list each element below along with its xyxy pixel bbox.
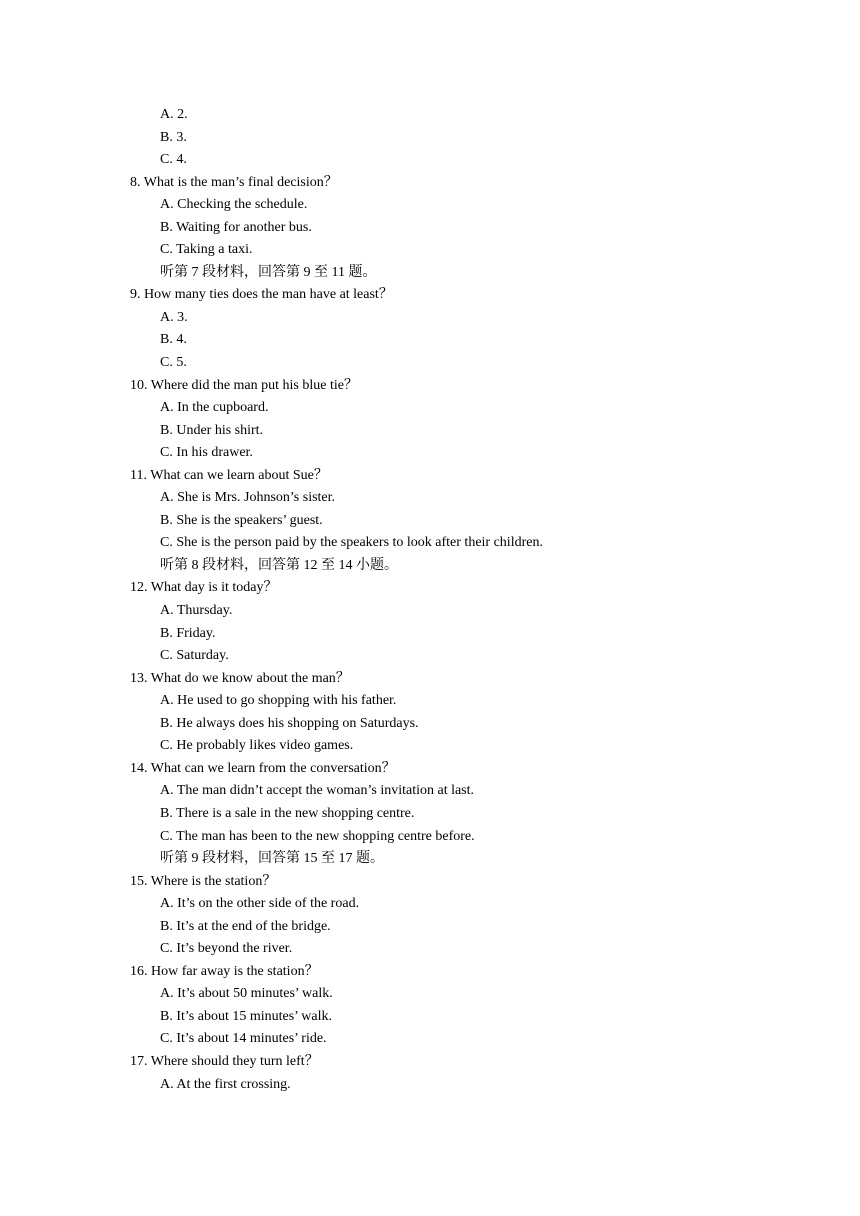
answer-option: A. 2. — [160, 107, 188, 122]
question-stem: 15. Where is the station？ — [130, 873, 277, 889]
answer-option: B. He always does his shopping on Saturdays. — [160, 715, 419, 731]
answer-option: C. She is the person paid by the speakers to look after their children. — [160, 535, 543, 551]
answer-option: A. It’s on the other side of the road. — [160, 896, 360, 912]
answer-option: B. She is the speakers’ guest. — [160, 512, 323, 528]
answer-option: B. It’s about 15 minutes’ walk. — [160, 1008, 332, 1024]
answer-option: B. Friday. — [160, 625, 216, 641]
answer-option: C. 4. — [160, 152, 187, 168]
answer-option: B. 3. — [160, 129, 187, 145]
answer-option: A. 3. — [160, 309, 188, 325]
answer-option: A. She is Mrs. Johnson’s sister. — [160, 490, 336, 506]
answer-option: C. Taking a taxi. — [160, 242, 253, 258]
question-stem: 13. What do we know about the man？ — [130, 670, 350, 686]
answer-option: A. He used to go shopping with his father. — [160, 693, 397, 709]
answer-option: C. The man has been to the new shopping centre before. — [160, 828, 475, 844]
section-instruction: 听第 7 段材料，回答第 9 至 11 题。 — [160, 264, 377, 280]
question-stem: 16. How far away is the station？ — [130, 963, 319, 979]
document-page — [0, 104, 860, 1096]
answer-option: A. Checking the schedule. — [160, 197, 308, 213]
answer-option: B. It’s at the end of the bridge. — [160, 918, 331, 934]
question-stem: 11. What can we learn about Sue？ — [130, 467, 328, 483]
answer-option: C. In his drawer. — [160, 445, 253, 461]
question-stem: 17. Where should they turn left？ — [130, 1053, 319, 1069]
question-stem: 14. What can we learn from the conversation？ — [130, 760, 396, 776]
answer-option: A. At the first crossing. — [160, 1076, 291, 1092]
answer-option: C. 5. — [160, 355, 187, 371]
answer-option: C. It’s about 14 minutes’ ride. — [160, 1031, 327, 1047]
answer-option: B. Under his shirt. — [160, 422, 264, 438]
answer-option: A. In the cupboard. — [160, 400, 269, 416]
question-stem: 10. Where did the man put his blue tie？ — [130, 377, 358, 393]
answer-option: A. The man didn’t accept the woman’s invitation at last. — [160, 783, 475, 799]
answer-option: B. 4. — [160, 332, 187, 348]
question-stem: 12. What day is it today？ — [130, 580, 278, 596]
answer-option: C. Saturday. — [160, 648, 229, 664]
answer-option: B. Waiting for another bus. — [160, 219, 312, 235]
section-instruction: 听第 9 段材料，回答第 15 至 17 题。 — [160, 851, 384, 867]
question-stem: 9. How many ties does the man have at least？ — [130, 287, 393, 303]
question-stem: 8. What is the man’s final decision？ — [130, 174, 338, 190]
answer-option: A. Thursday. — [160, 603, 233, 619]
answer-option: B. There is a sale in the new shopping centre. — [160, 805, 415, 821]
answer-option: A. It’s about 50 minutes’ walk. — [160, 986, 333, 1002]
answer-option: C. It’s beyond the river. — [160, 941, 293, 957]
section-instruction: 听第 8 段材料，回答第 12 至 14 小题。 — [160, 557, 398, 573]
answer-option: C. He probably likes video games. — [160, 738, 354, 754]
